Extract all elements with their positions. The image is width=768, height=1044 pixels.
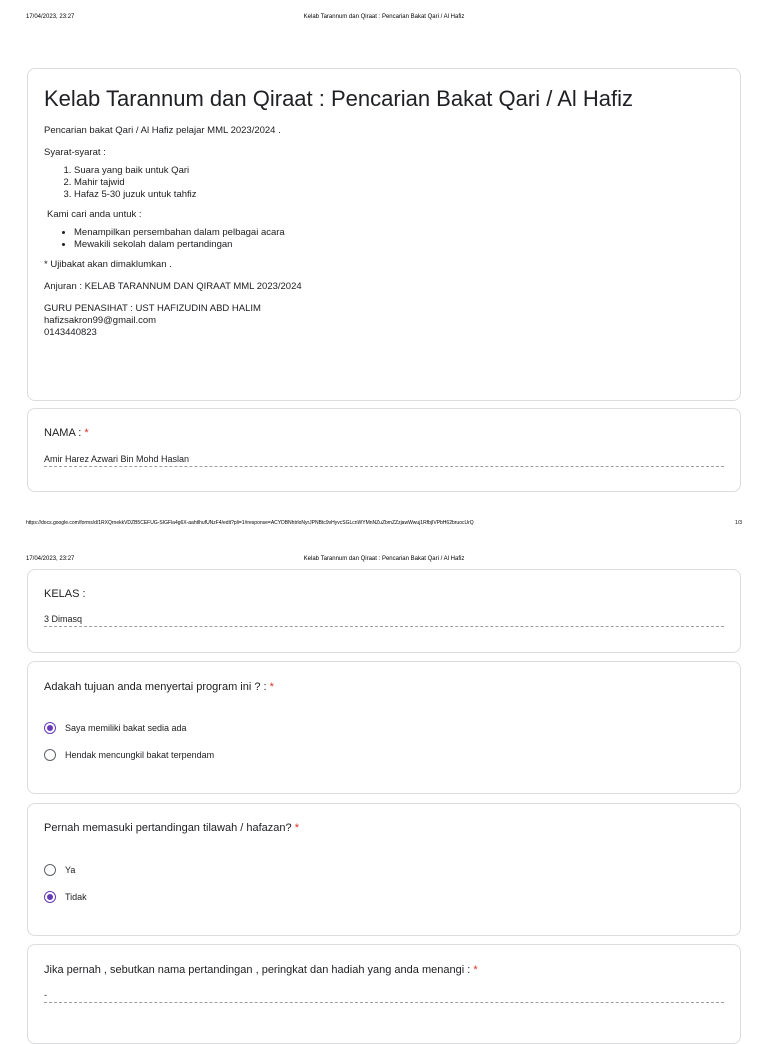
- radio-unselected-icon[interactable]: [44, 749, 56, 761]
- question-card-kelas: [27, 569, 741, 653]
- print-datetime: 17/04/2023, 23:27: [26, 14, 75, 20]
- form-title: Kelab Tarannum dan Qiraat : Pencarian Bakat Qari / Al Hafiz: [44, 86, 634, 111]
- radio-selected-icon[interactable]: [44, 722, 56, 734]
- list-item: 2. Mahir tajwid: [74, 177, 724, 189]
- question-title: Pernah memasuki pertandingan tilawah / hafazan? *: [44, 822, 299, 834]
- question-card-nama: [27, 408, 741, 492]
- required-mark: *: [269, 681, 274, 693]
- requirements-list: [44, 165, 724, 201]
- advisor-text: GURU PENASIHAT : UST HAFIZUDIN ABD HALIM: [44, 303, 261, 314]
- radio-unselected-icon[interactable]: [44, 864, 56, 876]
- print-title: Kelab Tarannum dan Qiraat : Pencarian Bakat Qari / Al Hafiz: [303, 556, 465, 562]
- print-footer: [26, 520, 742, 526]
- seeking-heading: Kami cari anda untuk :: [47, 209, 142, 220]
- option-label: Saya memiliki bakat sedia ada: [65, 723, 187, 733]
- organizer-text: Anjuran : KELAB TARANNUM DAN QIRAAT MML 2023/2024: [44, 281, 302, 292]
- nama-answer[interactable]: Amir Harez Azwari Bin Mohd Haslan: [44, 454, 724, 467]
- kelas-answer[interactable]: 3 Dimasq: [44, 614, 724, 627]
- required-mark: *: [84, 427, 89, 439]
- question-title: NAMA : *: [44, 427, 89, 439]
- seeking-list: [44, 227, 724, 251]
- radio-selected-icon[interactable]: [44, 891, 56, 903]
- list-item: • Menampilkan persembahan dalam pelbagai acara: [74, 227, 724, 239]
- option-bakat-sedia-ada[interactable]: [44, 722, 187, 734]
- question-card-jika-pernah: [27, 944, 741, 1044]
- print-title: Kelab Tarannum dan Qiraat : Pencarian Bakat Qari / Al Hafiz: [303, 14, 465, 20]
- option-ya[interactable]: [44, 864, 75, 876]
- intro-text: Pencarian bakat Qari / Al Hafiz pelajar MML 2023/2024 .: [44, 125, 281, 136]
- question-title: KELAS :: [44, 588, 86, 600]
- contact-phone: 0143440823: [44, 327, 97, 338]
- contact-email: hafizsakron99@gmail.com: [44, 315, 157, 326]
- question-title: Jika pernah , sebutkan nama pertandingan , peringkat dan hadiah yang anda menangi : *: [44, 964, 478, 976]
- print-url[interactable]: https://docs.google.com/forms/d/1RXQrnekkVDZB5CEFUG-SIGFla4g6X-aahtlhufUNzF4/edit?pli=1#response=ACYDBNhtrloNyrJPNBtc9vHyvcSGLcnWYMnNZuZbmZZzjawWwuj1RfbjIVPbH62bruocUrQ: [26, 520, 474, 526]
- list-item: • Mewakili sekolah dalam pertandingan: [74, 239, 724, 251]
- required-mark: *: [294, 822, 299, 834]
- question-card-tujuan: [27, 661, 741, 794]
- print-datetime: 17/04/2023, 23:27: [26, 556, 75, 562]
- option-bakat-terpendam[interactable]: [44, 749, 214, 761]
- requirements-heading: Syarat-syarat :: [44, 147, 106, 158]
- print-page-number: 1/3: [735, 520, 742, 526]
- question-card-pernah: [27, 803, 741, 936]
- required-mark: *: [473, 964, 478, 976]
- option-label: Tidak: [65, 892, 87, 902]
- note-text: * Ujibakat akan dimaklumkan .: [44, 259, 172, 270]
- option-label: Ya: [65, 865, 76, 875]
- option-tidak[interactable]: [44, 891, 87, 903]
- jika-pernah-answer[interactable]: -: [44, 990, 724, 1003]
- form-description: [44, 125, 724, 339]
- option-label: Hendak mencungkil bakat terpendam: [65, 750, 215, 760]
- form-header-card: [27, 68, 741, 401]
- question-title: Adakah tujuan anda menyertai program ini ? : *: [44, 681, 274, 693]
- list-item: 3. Hafaz 5-30 juzuk untuk tahfiz: [74, 189, 724, 201]
- list-item: 1. Suara yang baik untuk Qari: [74, 165, 724, 177]
